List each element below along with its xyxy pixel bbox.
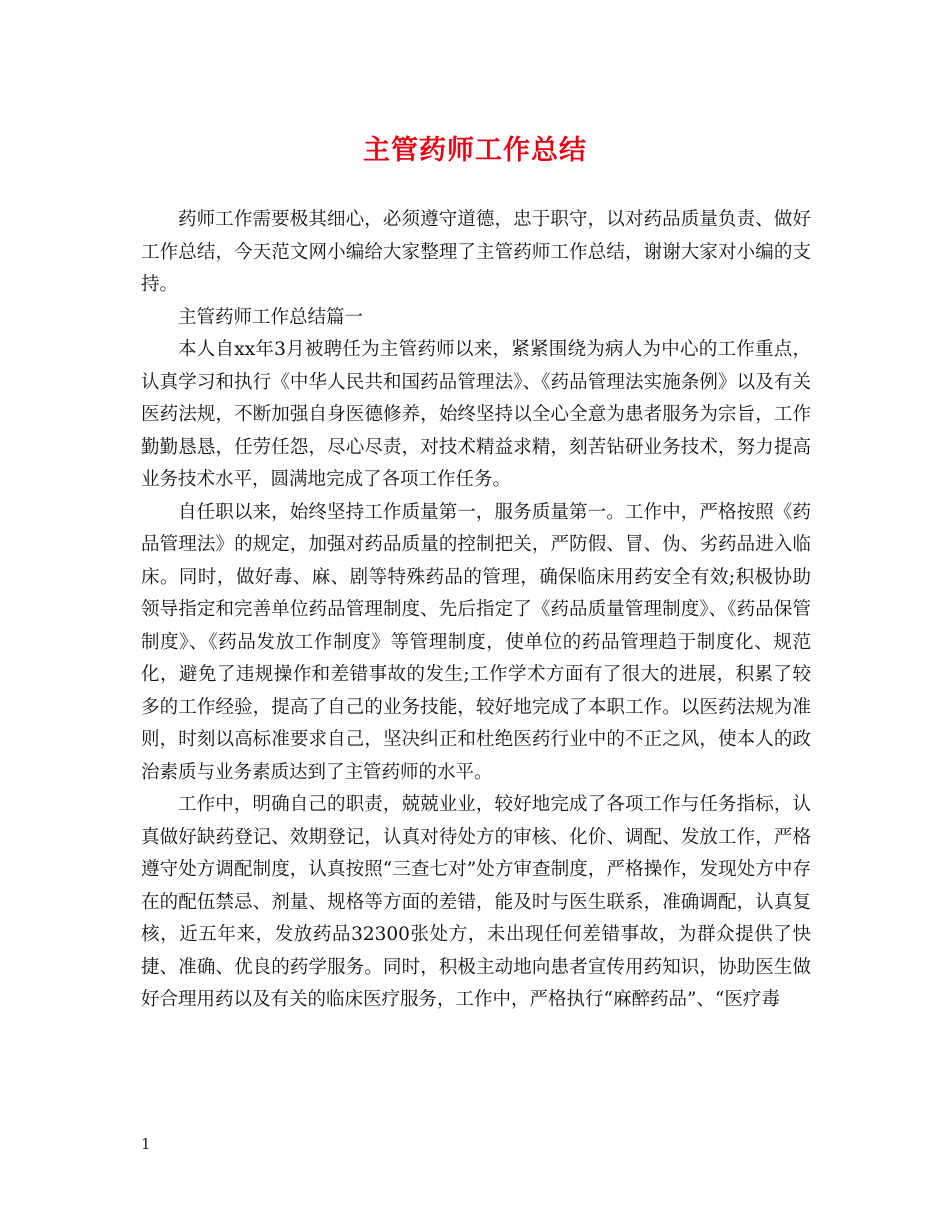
document-body	[141, 204, 811, 1017]
intro-paragraph: 药师工作需要极其细心，必须遵守道德，忠于职守，以对药品质量负责、做好工作总结，今天范文网小编给大家整理了主管药师工作总结，谢谢大家对小编的支持。	[141, 209, 811, 295]
body-paragraph: 自任职以来，始终坚持工作质量第一，服务质量第一。工作中，严格按照《药品管理法》的规定，加强对药品质量的控制把关，严防假、冒、伪、劣药品进入临床。同时，做好毒、麻、剧等特殊药品的管理，确保临床用药安全有效;积极协助领导指定和完善单位药品管理制度、先后指定了《药品质量管理制度》、《药品保管制度》、《药品发放工作制度》等管理制度，使单位的药品管理趋于制度化、规范化，避免了违规操作和差错事故的发生;工作学术方面有了很大的进展，积累了较多的工作经验，提高了自己的业务技能，较好地完成了本职工作。以医药法规为准则，时刻以高标准要求自己，坚决纠正和杜绝医药行业中的不正之风，使本人的政治素质与业务素质达到了主管药师的水平。	[141, 501, 811, 783]
document-title: 主管药师工作总结	[363, 135, 587, 166]
body-paragraph: 工作中，明确自己的职责，兢兢业业，较好地完成了各项工作与任务指标，认真做好缺药登记、效期登记，认真对待处方的审核、化价、调配、发放工作，严格遵守处方调配制度，认真按照“三查七对”处方审查制度，严格操作，发现处方中存在的配伍禁忌、剂量、规格等方面的差错，能及时与医生联系，准确调配，认真复核，近五年来，发放药品32300张处方，未出现任何差错事故，为群众提供了快捷、准确、优良的药学服务。同时，积极主动地向患者宣传用药知识，协助医生做好合理用药以及有关的临床医疗服务，工作中，严格执行“麻醉药品”、“医疗毒	[141, 794, 811, 1010]
page-number: 1	[141, 1135, 151, 1153]
body-paragraph: 本人自xx年3月被聘任为主管药师以来，紧紧围绕为病人为中心的工作重点，认真学习和执行《中华人民共和国药品管理法》、《药品管理法实施条例》以及有关医药法规，不断加强自身医德修养，始终坚持以全心全意为患者服务为宗旨，工作勤勤恳恳，任劳任怨，尽心尽责，对技术精益求精，刻苦钻研业务技术，努力提高业务技术水平，圆满地完成了各项工作任务。	[141, 339, 811, 490]
section-heading: 主管药师工作总结篇一	[178, 306, 364, 328]
